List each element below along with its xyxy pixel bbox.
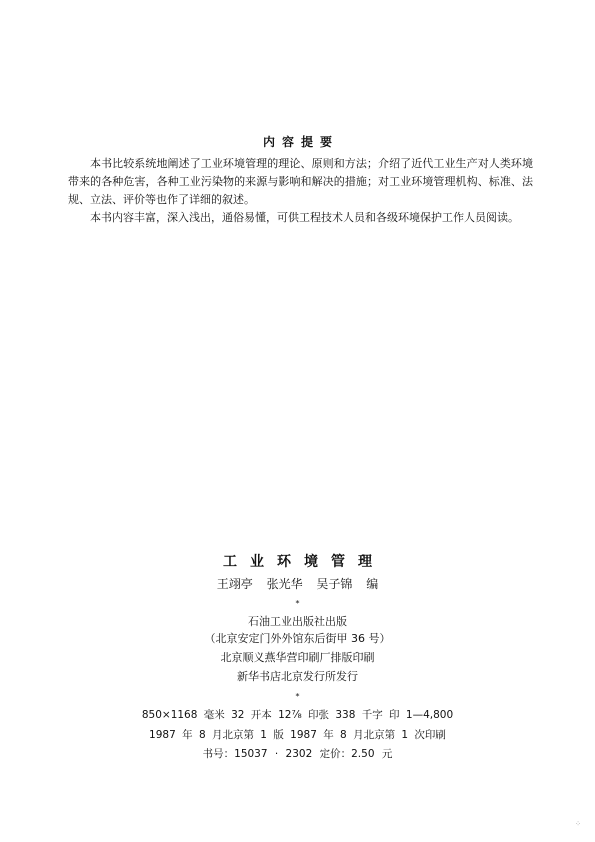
publisher-line: 石油工业出版社出版 — [248, 615, 347, 628]
publisher-address: （北京安定门外外馆东后街甲 36 号） — [204, 632, 391, 645]
abstract-paragraph-1: 本书比较系统地阐述了工业环境管理的理论、原则和方法；介绍了近代工业生产对人类环境带来的各种危害，各种工业污染物的来源与影响和解决的措施；对工业环境管理机构、标准、法规、立法、评价等也作了详细的叙述。 — [68, 157, 533, 206]
abstract-body — [68, 155, 533, 227]
separator-star-bottom: * — [295, 692, 300, 701]
abstract-paragraph-2: 本书内容丰富，深入浅出，通俗易懂，可供工程技术人员和各级环境保护工作人员阅读。 — [90, 211, 519, 224]
abstract-heading: 内容提要 — [262, 135, 339, 149]
separator-star-top: * — [295, 599, 300, 608]
scan-corner-mark: ⁘ — [575, 820, 581, 828]
print-specs-line: 850×1168 毫米 32 开本 12⁷⁄₈ 印张 338 千字 印 1—4,800 — [141, 709, 454, 721]
edition-line: 1987 年 8 月北京第 1 版 1987 年 8 月北京第 1 次印刷 — [149, 729, 446, 741]
printer-line: 北京顺义燕华营印刷厂排版印刷 — [220, 651, 375, 664]
distributor-line: 新华书店北京发行所发行 — [237, 670, 358, 683]
book-number-price-line: 书号：15037 · 2302 定价：2.50 元 — [202, 748, 393, 760]
book-title: 工业环境管理 — [223, 554, 385, 570]
authors-line: 王翊亭 张光华 吴子锦 编 — [216, 577, 379, 591]
